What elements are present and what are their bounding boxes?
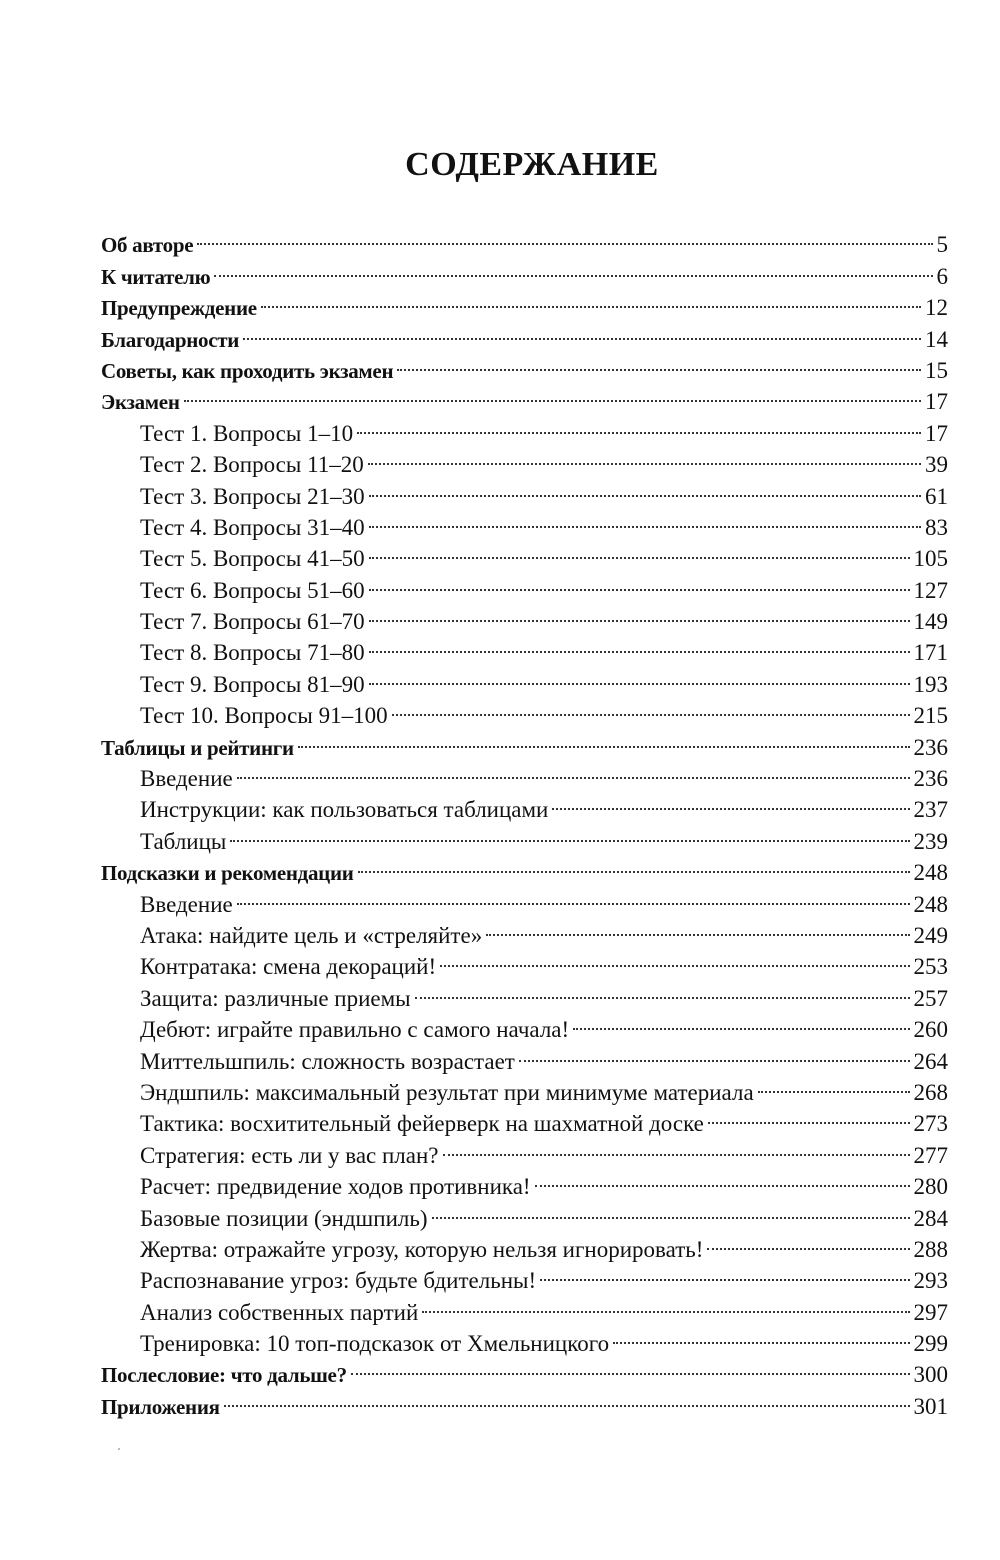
toc-page-number: 253 bbox=[913, 954, 948, 980]
toc-entry-title: Атака: найдите цель и «стреляйте» bbox=[140, 922, 483, 948]
toc-entry-title: Расчет: предвидение ходов противника! bbox=[140, 1174, 531, 1200]
dot-leader bbox=[369, 535, 910, 566]
toc-page-number: 6 bbox=[936, 263, 948, 289]
dot-leader bbox=[357, 409, 921, 440]
toc-entry-title: Тест 8. Вопросы 71–80 bbox=[140, 640, 365, 666]
toc-entry-title: Дебют: играйте правильно с самого начала! bbox=[140, 1017, 570, 1043]
dot-leader bbox=[237, 880, 910, 911]
toc-page-number: 149 bbox=[913, 609, 948, 635]
dot-leader bbox=[552, 786, 909, 817]
dot-leader bbox=[440, 943, 909, 974]
dot-leader bbox=[358, 849, 910, 880]
toc-page-number: 236 bbox=[913, 766, 948, 792]
toc-page-number: 301 bbox=[913, 1393, 948, 1419]
toc-entry-title: Распознавание угроз: будьте бдительны! bbox=[140, 1268, 537, 1294]
dot-leader bbox=[369, 629, 910, 660]
dot-leader bbox=[432, 1194, 910, 1225]
dot-leader bbox=[368, 441, 921, 472]
dot-leader bbox=[486, 912, 909, 943]
page-title: СОДЕРЖАНИЕ bbox=[405, 146, 659, 183]
toc-entry-title: Подсказки и рекомендации bbox=[101, 861, 354, 886]
toc-entry-title: Тест 10. Вопросы 91–100 bbox=[140, 703, 388, 729]
toc-page-number: 280 bbox=[913, 1174, 948, 1200]
dot-leader bbox=[415, 974, 910, 1005]
toc-entry-title: Эндшпиль: максимальный результат при минимуме материала bbox=[140, 1079, 754, 1105]
toc-page-number: 193 bbox=[913, 671, 948, 697]
toc-entry-title: Тест 5. Вопросы 41–50 bbox=[140, 546, 365, 572]
dot-leader bbox=[613, 1320, 909, 1351]
toc-entry-title: Тактика: восхитительный фейерверк на шахматной доске bbox=[140, 1111, 704, 1137]
toc-entry-title: Тест 9. Вопросы 81–90 bbox=[140, 671, 365, 697]
toc-page-number: 39 bbox=[925, 452, 948, 478]
toc-page-number: 83 bbox=[925, 514, 948, 540]
dot-leader bbox=[397, 347, 921, 378]
dot-leader bbox=[519, 1037, 910, 1068]
toc-entry-title: Введение bbox=[140, 891, 233, 917]
toc-page-number: 14 bbox=[925, 326, 948, 352]
toc-entry-title: Тест 4. Вопросы 31–40 bbox=[140, 514, 365, 540]
toc-page-number: 300 bbox=[913, 1362, 948, 1388]
toc-page-number: 260 bbox=[913, 1017, 948, 1043]
toc-page-number: 257 bbox=[913, 985, 948, 1011]
dot-leader bbox=[443, 1131, 910, 1162]
table-of-contents bbox=[101, 221, 948, 1419]
dot-leader bbox=[540, 1257, 909, 1288]
dot-leader bbox=[351, 1351, 910, 1382]
toc-page-number: 5 bbox=[936, 232, 948, 258]
dot-leader bbox=[707, 1226, 909, 1257]
paper-speck bbox=[118, 1448, 120, 1450]
toc-entry-title: Таблицы и рейтинги bbox=[101, 735, 294, 760]
toc-entry-title: Базовые позиции (эндшпиль) bbox=[140, 1205, 428, 1231]
toc-entry-title: Тест 2. Вопросы 11–20 bbox=[140, 452, 364, 478]
toc-entry-title: Тест 3. Вопросы 21–30 bbox=[140, 483, 365, 509]
toc-page-number: 239 bbox=[913, 828, 948, 854]
toc-section-entry bbox=[101, 221, 948, 258]
dot-leader bbox=[243, 315, 921, 346]
dot-leader bbox=[261, 284, 921, 315]
dot-leader bbox=[392, 692, 910, 723]
toc-entry-title: Таблицы bbox=[140, 828, 227, 854]
toc-page-number: 237 bbox=[913, 797, 948, 823]
toc-entry-title: Послесловие: что дальше? bbox=[101, 1363, 347, 1388]
toc-page-number: 297 bbox=[913, 1299, 948, 1325]
toc-page-number: 284 bbox=[913, 1205, 948, 1231]
toc-entry-title: К читателю bbox=[101, 264, 211, 289]
toc-section-entry bbox=[101, 252, 948, 289]
toc-entry-title: Советы, как проходить экзамен bbox=[101, 358, 394, 383]
toc-page-number: 248 bbox=[913, 891, 948, 917]
toc-page-number: 127 bbox=[913, 577, 948, 603]
toc-subsection-entry bbox=[101, 409, 948, 446]
dot-leader bbox=[369, 504, 921, 535]
dot-leader bbox=[214, 252, 932, 283]
toc-entry-title: Благодарности bbox=[101, 327, 240, 352]
toc-page-number: 12 bbox=[925, 295, 948, 321]
toc-entry-title: Миттельшпиль: сложность возрастает bbox=[140, 1048, 515, 1074]
toc-entry-title: Защита: различные приемы bbox=[140, 985, 411, 1011]
toc-page-number: 264 bbox=[913, 1048, 948, 1074]
toc-entry-title: Тест 7. Вопросы 61–70 bbox=[140, 609, 365, 635]
dot-leader bbox=[369, 598, 910, 629]
toc-entry-title: Предупреждение bbox=[101, 296, 257, 321]
toc-page-number: 293 bbox=[913, 1268, 948, 1294]
toc-entry-title: Тест 6. Вопросы 51–60 bbox=[140, 577, 365, 603]
toc-page-number: 105 bbox=[913, 546, 948, 572]
toc-page-number: 249 bbox=[913, 922, 948, 948]
toc-section-entry bbox=[101, 378, 948, 415]
dot-leader bbox=[237, 755, 910, 786]
dot-leader bbox=[708, 1100, 910, 1131]
dot-leader bbox=[224, 1382, 910, 1413]
dot-leader bbox=[535, 1163, 910, 1194]
toc-page-number: 215 bbox=[913, 703, 948, 729]
toc-entry-title: Анализ собственных партий bbox=[140, 1299, 419, 1325]
toc-entry-title: Тест 1. Вопросы 1–10 bbox=[140, 420, 354, 446]
toc-page-number: 248 bbox=[913, 860, 948, 886]
toc-entry-title: Тренировка: 10 топ-подсказок от Хмельницкого bbox=[140, 1331, 610, 1357]
toc-entry-title: Жертва: отражайте угрозу, которую нельзя игнорировать! bbox=[140, 1236, 704, 1262]
toc-page-number: 277 bbox=[913, 1142, 948, 1168]
toc-entry-title: Инструкции: как пользоваться таблицами bbox=[140, 797, 549, 823]
toc-page-number: 15 bbox=[925, 357, 948, 383]
dot-leader bbox=[369, 660, 910, 691]
dot-leader bbox=[230, 817, 909, 848]
dot-leader bbox=[369, 472, 921, 503]
toc-page-number: 17 bbox=[925, 389, 948, 415]
dot-leader bbox=[758, 1069, 910, 1100]
dot-leader bbox=[369, 566, 910, 597]
dot-leader bbox=[197, 221, 932, 252]
toc-entry-title: Об авторе bbox=[101, 233, 194, 258]
toc-entry-title: Стратегия: есть ли у вас план? bbox=[140, 1142, 439, 1168]
toc-page-number: 171 bbox=[913, 640, 948, 666]
dot-leader bbox=[573, 1006, 909, 1037]
dot-leader bbox=[298, 723, 910, 754]
toc-section-entry bbox=[101, 284, 948, 321]
toc-entry-title: Экзамен bbox=[101, 390, 180, 415]
toc-section-entry bbox=[101, 1382, 948, 1419]
toc-entry-title: Контратака: смена декораций! bbox=[140, 954, 437, 980]
toc-page-number: 273 bbox=[913, 1111, 948, 1137]
toc-page-number: 17 bbox=[925, 420, 948, 446]
dot-leader bbox=[422, 1288, 909, 1319]
toc-page-number: 299 bbox=[913, 1331, 948, 1357]
toc-page-number: 288 bbox=[913, 1236, 948, 1262]
toc-entry-title: Введение bbox=[140, 766, 233, 792]
toc-page-number: 236 bbox=[913, 734, 948, 760]
toc-page-number: 268 bbox=[913, 1079, 948, 1105]
toc-page-number: 61 bbox=[925, 483, 948, 509]
dot-leader bbox=[184, 378, 921, 409]
toc-entry-title: Приложения bbox=[101, 1394, 220, 1419]
